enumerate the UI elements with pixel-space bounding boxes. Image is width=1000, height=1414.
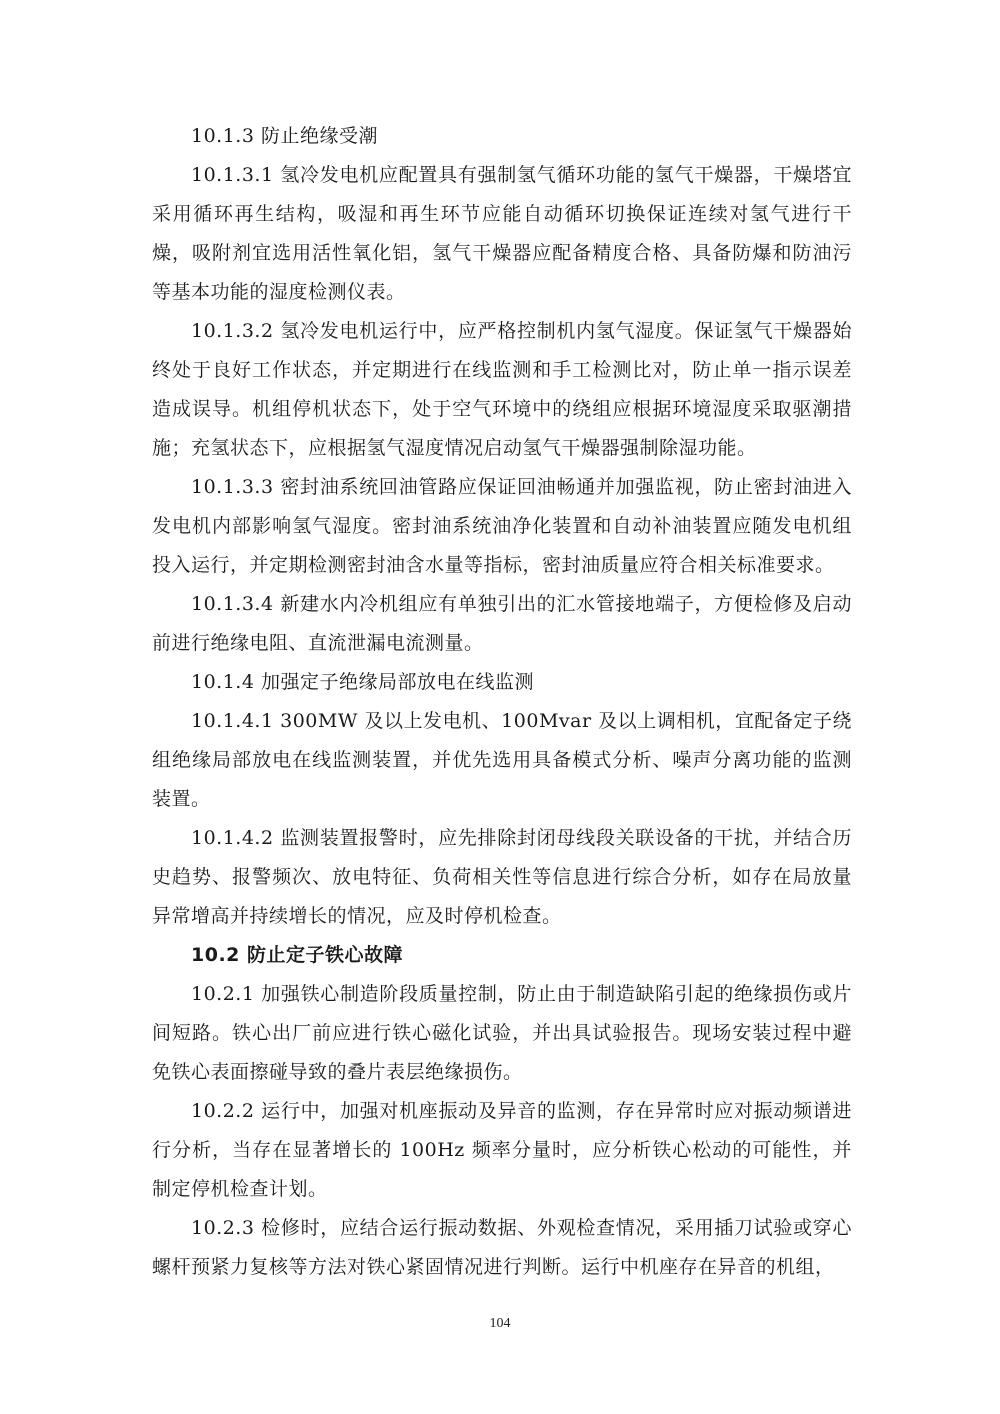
paragraph-10-2-3: 10.2.3 检修时，应结合运行振动数据、外观检查情况，采用插刀试验或穿心螺杆预紧力复核等方法对铁心紧固情况进行判断。运行中机座存在异音的机组， [152,1217,852,1278]
paragraph-10-1-3-3: 10.1.3.3 密封油系统回油管路应保证回油畅通并加强监视，防止密封油进入发电机内部影响氢气湿度。密封油系统油净化装置和自动补油装置应随发电机组投入运行，并定期检测密封油含水量等指标，密封油质量应符合相关标准要求。 [152,476,852,576]
paragraph-10-2-2: 10.2.2 运行中，加强对机座振动及异音的监测，存在异常时应对振动频谱进行分析，当存在显著增长的 100Hz 频率分量时，应分析铁心松动的可能性，并制定停机检查计划。 [152,1100,852,1200]
section-heading-10-1-3: 10.1.3 防止绝缘受潮 [191,125,378,147]
paragraph-10-1-3-4: 10.1.3.4 新建水内冷机组应有单独引出的汇水管接地端子，方便检修及启动前进行绝缘电阻、直流泄漏电流测量。 [152,593,852,654]
paragraph-10-1-4-2: 10.1.4.2 监测装置报警时，应先排除封闭母线段关联设备的干扰，并结合历史趋势、报警频次、放电特征、负荷相关性等信息进行综合分析，如存在局放量异常增高并持续增长的情况，应及时停机检查。 [152,827,852,927]
page-number: 104 [489,1316,511,1331]
paragraph-10-1-4-1: 10.1.4.1 300MW 及以上发电机、100Mvar 及以上调相机，宜配备定子绕组绝缘局部放电在线监测装置，并优先选用具备模式分析、噪声分离功能的监测装置。 [152,710,852,810]
paragraph-10-1-3-1: 10.1.3.1 氢冷发电机应配置具有强制氢气循环功能的氢气干燥器，干燥塔宜采用循环再生结构，吸湿和再生环节应能自动循环切换保证连续对氢气进行干燥，吸附剂宜选用活性氧化铝，氢气干燥器应配备精度合格、具备防爆和防油污等基本功能的湿度检测仪表。 [152,164,852,303]
section-heading-10-1-4: 10.1.4 加强定子绝缘局部放电在线监测 [191,671,534,693]
paragraph-10-1-3-2: 10.1.3.2 氢冷发电机运行中，应严格控制机内氢气湿度。保证氢气干燥器始终处于良好工作状态，并定期进行在线监测和手工检测比对，防止单一指示误差造成误导。机组停机状态下，处于空气环境中的绕组应根据环境湿度采取驱潮措施；充氢状态下，应根据氢气湿度情况启动氢气干燥器强制除湿功能。 [152,320,852,459]
page-body [152,117,852,1287]
paragraph-10-2-1: 10.2.1 加强铁心制造阶段质量控制，防止由于制造缺陷引起的绝缘损伤或片间短路。铁心出厂前应进行铁心磁化试验，并出具试验报告。现场安装过程中避免铁心表面擦碰导致的叠片表层绝缘损伤。 [152,983,852,1083]
section-heading-10-2: 10.2 防止定子铁心故障 [191,944,403,966]
